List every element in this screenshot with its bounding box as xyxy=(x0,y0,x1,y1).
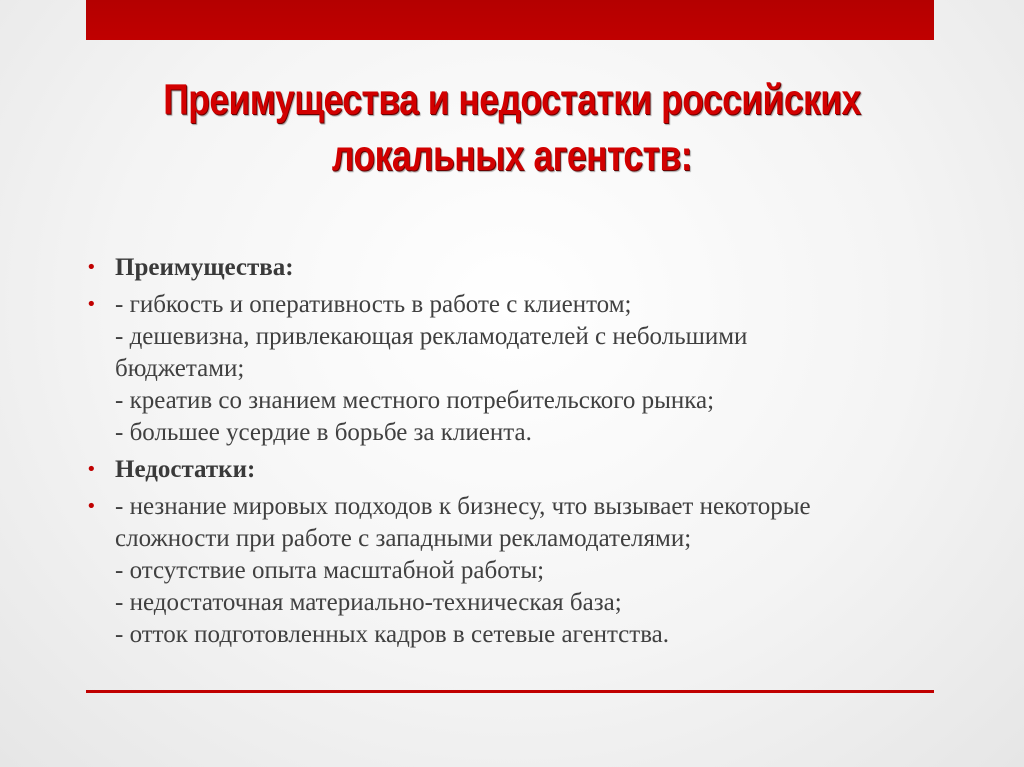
advantage-line-4: - креатив со знанием местного потребительского рынка; xyxy=(115,387,715,414)
slide-title-line-2: локальных агентств: xyxy=(331,132,693,180)
disadvantage-line-3: - отсутствие опыта масштабной работы; xyxy=(115,557,545,584)
bullet-icon: • xyxy=(86,496,97,517)
advantages-heading: Преимущества: xyxy=(115,254,294,281)
disadvantage-line-4: - недостаточная материально-техническая база; xyxy=(115,589,622,616)
bullet-item-advantages-list xyxy=(86,289,946,449)
bullet-item-disadvantages-heading xyxy=(86,454,946,486)
disadvantage-line-2: сложности при работе с западными рекламодателями; xyxy=(115,525,692,552)
advantage-line-5: - большее усердие в борьбе за клиента. xyxy=(115,419,532,446)
slide-title xyxy=(141,72,882,184)
bullet-item-disadvantages-list xyxy=(86,491,946,651)
disadvantages-heading: Недостатки: xyxy=(115,456,256,483)
bullet-item-advantages-heading xyxy=(86,252,946,284)
advantage-line-2: - дешевизна, привлекающая рекламодателей с небольшими xyxy=(115,323,748,350)
advantage-line-1: - гибкость и оперативность в работе с клиентом; xyxy=(115,291,632,318)
bullet-icon: • xyxy=(86,459,97,480)
bottom-accent-rule xyxy=(86,690,934,693)
bullet-icon: • xyxy=(86,294,97,315)
advantage-line-3: бюджетами; xyxy=(115,355,245,382)
disadvantage-line-5: - отток подготовленных кадров в сетевые агентства. xyxy=(115,621,670,648)
slide-title-line-1: Преимущества и недостатки российских xyxy=(163,76,861,124)
disadvantage-line-1: - незнание мировых подходов к бизнесу, что вызывает некоторые xyxy=(115,493,811,520)
slide-bullet-list xyxy=(86,252,946,656)
top-accent-bar xyxy=(86,0,934,40)
bullet-icon: • xyxy=(86,257,97,278)
